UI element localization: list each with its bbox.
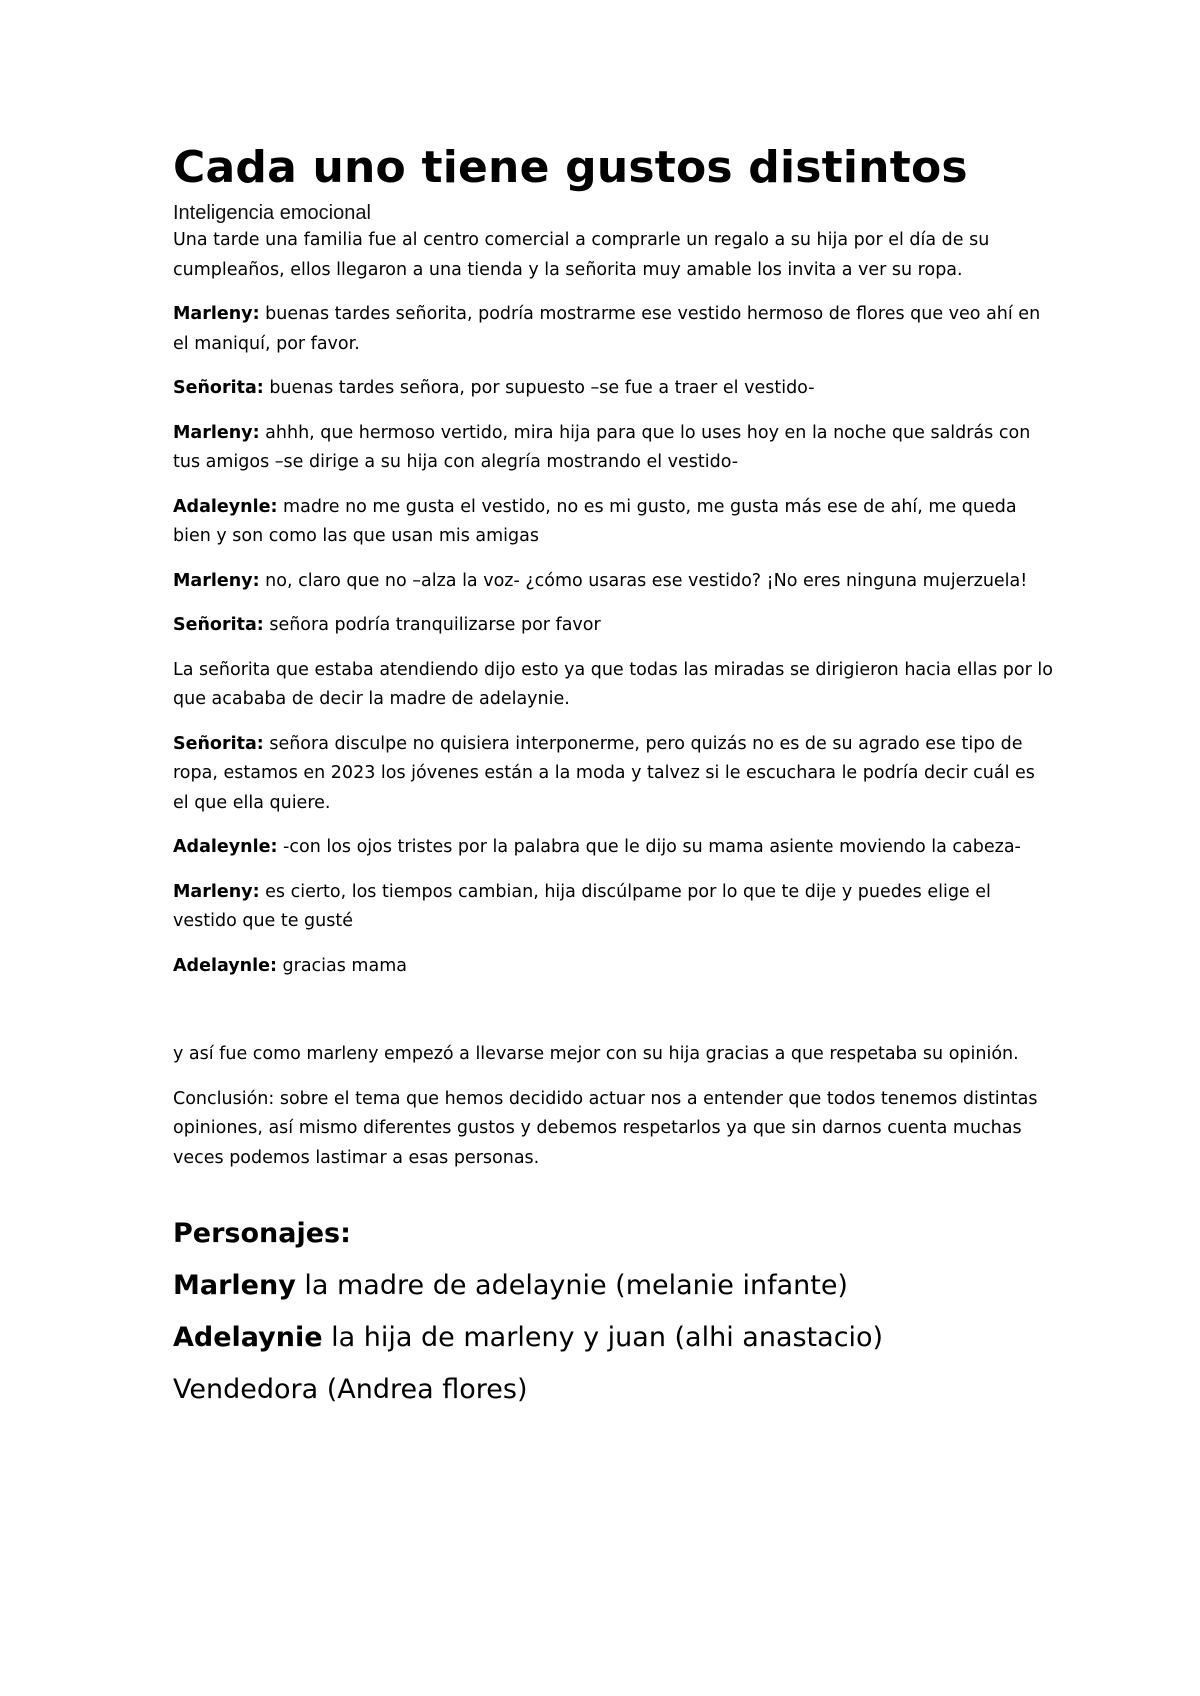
characters-list (173, 1267, 1053, 1409)
dialogue-text: señora disculpe no quisiera interponerme, pero quizás no es de su agrado ese tipo de ropa, estamos en 2023 los jóvenes están a la moda y talvez si le escuchara le podría decir cuál es el que ella quiere. (173, 733, 1035, 813)
dialogue-text: ahhh, que hermoso vertido, mira hija para que lo uses hoy en la noche que saldrás con tus amigos –se dirige a su hija con alegría mostrando el vestido- (173, 422, 1031, 472)
conclusion-paragraph: Conclusión: sobre el tema que hemos decidido actuar nos a entender que todos tenemos distintas opiniones, así mismo diferentes gustos y debemos respetarlos ya que sin darnos cuenta muchas veces podemos lastimar a esas personas. (173, 1088, 1038, 1168)
characters-heading: Personajes: (173, 1218, 351, 1249)
dialogue-line (173, 833, 1053, 863)
speaker-name: Adaleynle: (173, 496, 278, 517)
document-page (173, 140, 1053, 1423)
dialogue-line (173, 567, 1053, 597)
speaker-name: Señorita: (173, 378, 264, 398)
document-title: Cada uno tiene gustos distintos (173, 142, 968, 193)
dialogue-text: gracias mama (276, 955, 407, 976)
character-name: Marleny (173, 1270, 296, 1301)
speaker-name: Marleny: (173, 422, 260, 443)
dialogue-text: madre no me gusta el vestido, no es mi gusto, me gusta más ese de ahí, me queda bien y son como las que usan mis amigas (173, 496, 1017, 546)
character-item (173, 1267, 1053, 1305)
blank-line (173, 996, 1053, 1040)
dialogue-line (173, 611, 1053, 641)
narration-line (173, 656, 1053, 715)
speaker-name: Adelaynle: (173, 955, 277, 976)
character-description: la madre de adelaynie (melanie infante) (295, 1270, 848, 1301)
dialogue-text: -con los ojos tristes por la palabra que le dijo su mama asiente moviendo la cabeza- (277, 837, 1021, 857)
speaker-name: Señorita: (173, 615, 264, 635)
document-subtitle: Inteligencia emocional (173, 202, 371, 224)
dialogue-line (173, 374, 1053, 404)
closing-paragraph: y así fue como marleny empezó a llevarse mejor con su hija gracias a que respetaba su opinión. (173, 1044, 1019, 1064)
dialogue-text: señora podría tranquilizarse por favor (263, 615, 601, 635)
dialogue-line (173, 419, 1053, 478)
dialogue-text: La señorita que estaba atendiendo dijo esto ya que todas las miradas se dirigieron hacia ellas por lo que acababa de decir la madre de adelaynie. (173, 659, 1053, 709)
speaker-name: Marleny: (173, 570, 260, 591)
speaker-name: Señorita: (173, 733, 264, 754)
intro-paragraph: Una tarde una familia fue al centro comercial a comprarle un regalo a su hija por el día de su cumpleaños, ellos llegaron a una tienda y la señorita muy amable los invita a ver su ropa. (173, 230, 990, 280)
character-item (173, 1319, 1053, 1357)
speaker-name: Adaleynle: (173, 837, 278, 857)
character-name: Adelaynie (173, 1322, 323, 1353)
character-description: Vendedora (Andrea flores) (173, 1374, 528, 1405)
dialogue-text: no, claro que no –alza la voz- ¿cómo usaras ese vestido? ¡No eres ninguna mujerzuela! (259, 570, 1028, 591)
dialogue (173, 300, 1053, 981)
character-item (173, 1371, 1053, 1409)
dialogue-text: buenas tardes señorita, podría mostrarme ese vestido hermoso de flores que veo ahí en el maniquí, por favor. (173, 304, 1041, 354)
dialogue-text: buenas tardes señora, por supuesto –se fue a traer el vestido- (263, 378, 815, 398)
speaker-name: Marleny: (173, 304, 260, 324)
dialogue-text: es cierto, los tiempos cambian, hija discúlpame por lo que te dije y puedes elige el vestido que te gusté (173, 881, 991, 931)
dialogue-line (173, 878, 1053, 937)
dialogue-line (173, 300, 1053, 359)
dialogue-line (173, 952, 1053, 982)
speaker-name: Marleny: (173, 881, 260, 902)
dialogue-line (173, 493, 1053, 552)
dialogue-line (173, 730, 1053, 819)
character-description: la hija de marleny y juan (alhi anastacio) (322, 1322, 884, 1353)
